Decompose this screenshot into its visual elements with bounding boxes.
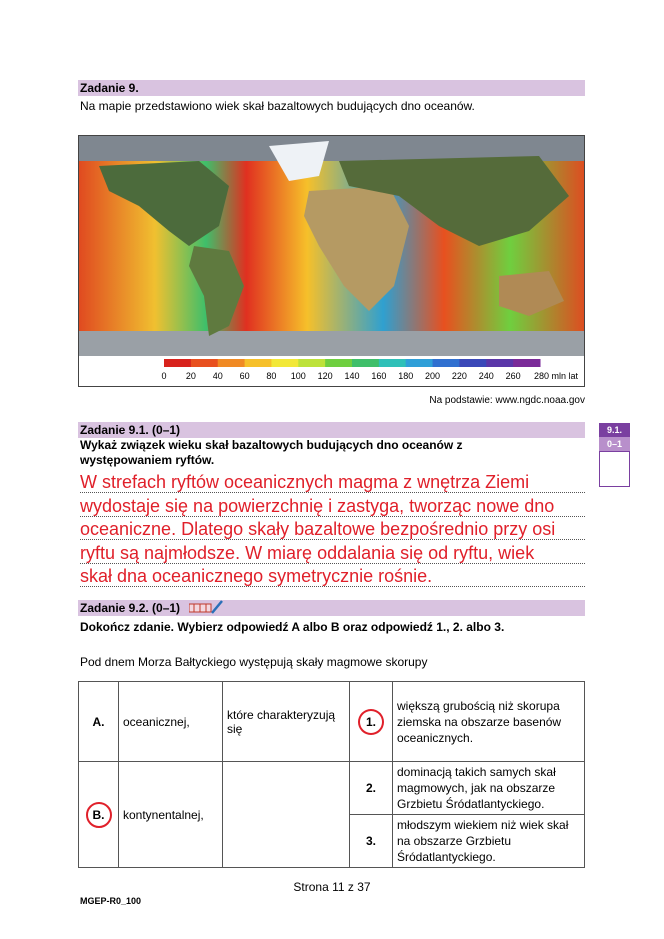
option-1-text: większą grubością niż skorupa ziemska na obszarze basenów oceanicznych. [393, 682, 585, 762]
map-source: Na podstawie: www.ngdc.noaa.gov [429, 395, 585, 406]
task9-header: Zadanie 9. [78, 80, 585, 96]
legend-swatch [352, 359, 379, 367]
task92-header [78, 600, 585, 616]
middle-text: które charakteryzują się [223, 682, 350, 762]
legend-swatch [191, 359, 218, 367]
legend-swatch [406, 359, 433, 367]
legend-tick-label: 140 [344, 371, 360, 381]
option-1-number[interactable] [350, 682, 393, 762]
option-a-text: oceanicznej, [119, 682, 223, 762]
legend-tick-label: 280 mln lat [534, 371, 579, 381]
option-2-text: dominacją takich samych skał magmowych, jak na obszarze Grzbietu Śródatlantyckiego. [393, 762, 585, 815]
age-legend [160, 359, 580, 385]
answer-dotted-line [80, 586, 585, 587]
answer-line: ryftu są najmłodsze. W miarę oddalania się od ryftu, wiek [80, 542, 535, 563]
option-3-number[interactable]: 3. [350, 815, 393, 868]
task91-question: Wykaż związek wieku skał bazaltowych budujących dno oceanów z występowaniem ryftów. [80, 438, 463, 467]
option-b-text: kontynentalnej, [119, 762, 223, 868]
option-3-text: młodszym wiekiem niż wiek skał na obszarze Grzbietu Śródatlantyckiego. [393, 815, 585, 868]
task91-header: Zadanie 9.1. (0–1) [78, 422, 585, 438]
score-box[interactable] [599, 451, 630, 487]
pen-icon [189, 600, 223, 618]
answer-line: W strefach ryftów oceanicznych magma z wnętrza Ziemi [80, 472, 530, 492]
legend-tick-label: 220 [451, 371, 467, 381]
legend-tick-label: 200 [425, 371, 441, 381]
legend-swatch [298, 359, 325, 367]
legend-swatch [486, 359, 513, 367]
score-range: 0–1 [599, 437, 630, 451]
ocean-age-map [78, 135, 585, 387]
legend-tick-label: 180 [398, 371, 414, 381]
answer-line: oceaniczne. Dlatego skały bazaltowe bezpośrednio przy osi [80, 519, 556, 539]
legend-tick-label: 240 [478, 371, 494, 381]
task9-intro: Na mapie przedstawiono wiek skał bazaltowych budujących dno oceanów. [80, 99, 475, 113]
task92-stem: Pod dnem Morza Bałtyckiego występują skały magmowe skorupy [80, 655, 428, 669]
legend-tick-label: 100 [290, 371, 306, 381]
legend-tick-label: 160 [371, 371, 387, 381]
middle-spacer [223, 762, 350, 868]
option-2-number[interactable]: 2. [350, 762, 393, 815]
legend-tick-label: 40 [212, 371, 223, 381]
ocean-age-map-image [79, 136, 585, 387]
legend-swatch [218, 359, 245, 367]
option-b-letter[interactable] [79, 762, 119, 868]
legend-swatch [164, 359, 191, 367]
legend-swatch [245, 359, 272, 367]
legend-tick-label: 20 [185, 371, 196, 381]
legend-swatch [459, 359, 486, 367]
choice-table [78, 681, 585, 868]
selected-1-circle: 1. [358, 709, 384, 735]
selected-b-circle: B. [86, 802, 112, 828]
page-number: Strona 11 z 37 [293, 880, 371, 894]
legend-tick-label: 0 [161, 371, 167, 381]
legend-tick-label: 60 [239, 371, 250, 381]
legend-tick-label: 260 [505, 371, 521, 381]
answer-line: skał dna oceanicznego symetrycznie rośnie. [80, 566, 433, 586]
legend-swatch [379, 359, 406, 367]
task92-instruction: Dokończ zdanie. Wybierz odpowiedź A albo B oraz odpowiedź 1., 2. albo 3. [80, 620, 505, 634]
score-label: 9.1. [599, 423, 630, 437]
option-a-letter[interactable]: A. [79, 682, 119, 762]
legend-tick-label: 80 [266, 371, 277, 381]
legend-swatch [433, 359, 460, 367]
legend-swatch [325, 359, 352, 367]
answer-line: wydostaje się na powierzchnię i zastyga, tworząc nowe dno [80, 495, 555, 516]
task92-header-text: Zadanie 9.2. (0–1) [80, 601, 181, 616]
legend-swatch [271, 359, 298, 367]
legend-swatch [513, 359, 540, 367]
exam-code: MGEP-R0_100 [80, 896, 142, 906]
legend-tick-label: 120 [317, 371, 333, 381]
